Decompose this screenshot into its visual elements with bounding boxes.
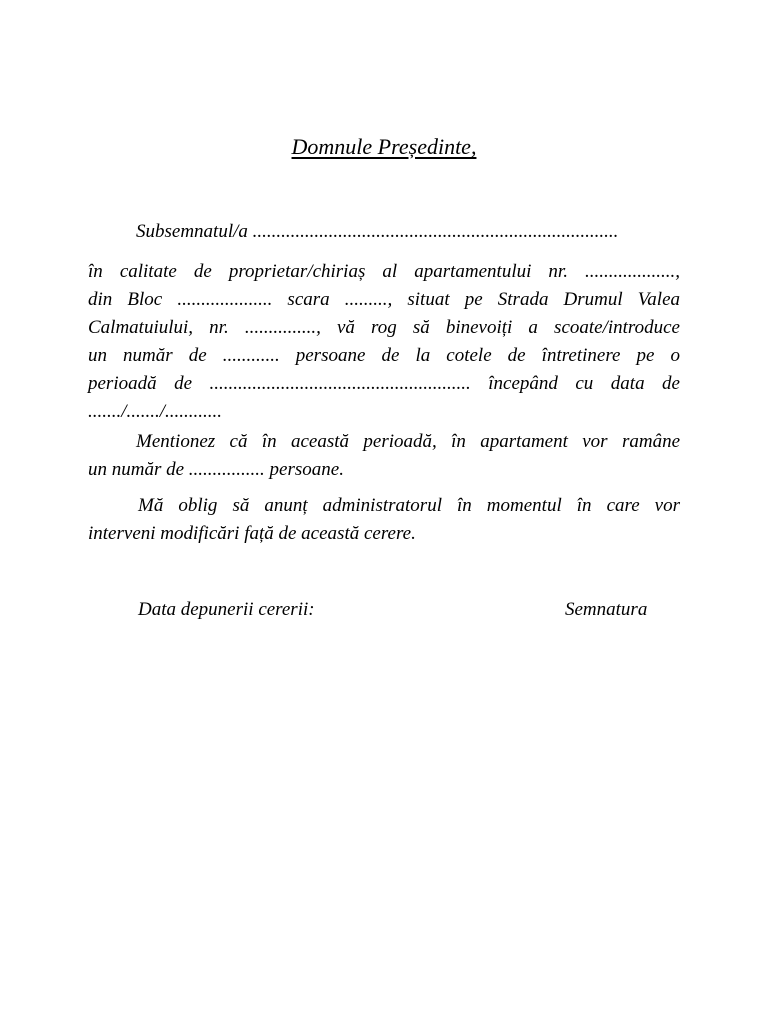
paragraph-mention [88, 428, 680, 484]
paragraph-line: un număr de ................ persoane. [88, 459, 344, 480]
paragraph-line: Mentionez că în această perioadă, în apartament vor ramâne [136, 431, 680, 452]
paragraph-line: în calitate de proprietar/chiriaș al apartamentului nr. ..................., [88, 261, 680, 282]
signature-label: Semnatura [565, 599, 648, 620]
paragraph-line: ......./......./............ [88, 401, 223, 422]
paragraph-line: interveni modificări față de această cerere. [88, 523, 416, 544]
paragraph-line: Calmatuiului, nr. ..............., vă rog să binevoiți a scoate/introduce [88, 317, 680, 338]
paragraph-line: din Bloc .................... scara ........., situat pe Strada Drumul Valea [88, 289, 680, 310]
paragraph-request [88, 258, 680, 426]
paragraph-line: perioadă de ....................................................... începând cu data de [88, 373, 680, 394]
paragraph-line: Mă oblig să anunț administratorul în momentul în care vor [138, 495, 680, 516]
subsemnatul-line: Subsemnatul/a ............................................................................. [136, 221, 619, 242]
paragraph-obligation [88, 492, 680, 548]
document-title: Domnule Președinte, [291, 134, 477, 159]
submission-date-label: Data depunerii cererii: [138, 599, 315, 620]
paragraph-line: un număr de ............ persoane de la cotele de întretinere pe o [88, 345, 680, 366]
